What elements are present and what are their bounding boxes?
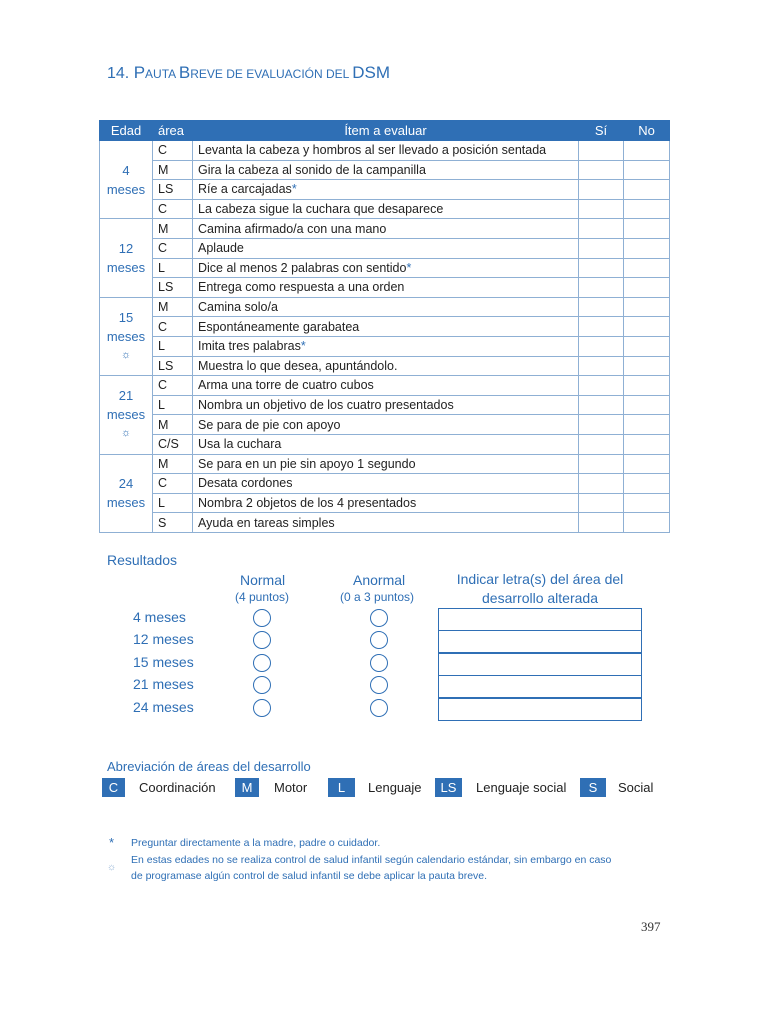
item-cell	[193, 474, 579, 494]
anormal-radio[interactable]	[370, 676, 388, 694]
no-checkbox-cell[interactable]	[624, 258, 670, 278]
page-title	[107, 63, 390, 83]
si-checkbox-cell[interactable]	[579, 493, 624, 513]
table-row	[100, 513, 670, 533]
result-age-label: 15 meses	[133, 654, 194, 670]
area-cell: M	[153, 219, 193, 239]
si-checkbox-cell[interactable]	[579, 141, 624, 161]
item-text: Entrega como respuesta a una orden	[198, 280, 405, 295]
age-unit: meses	[106, 328, 146, 344]
item-text: Camina afirmado/a con una mano	[198, 221, 387, 236]
item-text: Nombra un objetivo de los cuatro presentados	[198, 398, 454, 413]
item-cell	[193, 278, 579, 298]
item-cell	[193, 141, 579, 161]
area-cell: LS	[153, 180, 193, 200]
table-row	[100, 474, 670, 494]
area-cell: M	[153, 297, 193, 317]
table-row	[100, 336, 670, 356]
item-text: La cabeza sigue la cuchara que desaparece	[198, 202, 444, 217]
age-unit: meses	[106, 407, 146, 423]
area-cell: C	[153, 141, 193, 161]
si-checkbox-cell[interactable]	[579, 160, 624, 180]
item-text: Nombra 2 objetos de los 4 presentados	[198, 495, 417, 510]
si-checkbox-cell[interactable]	[579, 336, 624, 356]
altered-area-input[interactable]	[438, 653, 642, 676]
item-text: Gira la cabeza al sonido de la campanilla	[198, 162, 426, 177]
sun-symbol: ☼	[120, 348, 132, 361]
table-row	[100, 317, 670, 337]
result-age-label: 24 meses	[133, 699, 194, 715]
anormal-radio[interactable]	[370, 631, 388, 649]
indicate-label-1: Indicar letra(s) del área del	[456, 571, 624, 587]
item-cell	[193, 317, 579, 337]
asterisk-mark: *	[300, 339, 306, 354]
altered-area-input[interactable]	[438, 608, 642, 631]
table-header-row	[100, 121, 670, 141]
table-row	[100, 141, 670, 161]
header-item: Ítem a evaluar	[193, 121, 579, 141]
item-text: Muestra lo que desea, apuntándolo.	[198, 358, 398, 373]
title-number: 14.	[107, 65, 130, 82]
asterisk-mark: *	[406, 260, 412, 275]
footnote-star-symbol: *	[109, 835, 115, 850]
item-text: Dice al menos 2 palabras con sentido	[198, 260, 407, 275]
si-checkbox-cell[interactable]	[579, 454, 624, 474]
footnote-star-text: Preguntar directamente a la madre, padre o cuidador.	[131, 837, 381, 849]
legend-label-m: Motor	[274, 780, 308, 795]
indicate-label-2: desarrollo alterada	[482, 590, 598, 606]
si-checkbox-cell[interactable]	[579, 376, 624, 396]
result-age-label: 4 meses	[133, 609, 186, 625]
age-cell	[100, 454, 153, 532]
no-checkbox-cell[interactable]	[624, 317, 670, 337]
normal-radio[interactable]	[253, 631, 271, 649]
no-checkbox-cell[interactable]	[624, 454, 670, 474]
area-cell: LS	[153, 356, 193, 376]
table-row	[100, 454, 670, 474]
altered-area-input[interactable]	[438, 630, 642, 653]
item-cell	[193, 199, 579, 219]
sun-symbol: ☼	[120, 427, 132, 440]
item-text: Se para en un pie sin apoyo 1 segundo	[198, 456, 416, 471]
no-checkbox-cell[interactable]	[624, 395, 670, 415]
anormal-sub-label: (0 a 3 puntos)	[340, 590, 415, 604]
no-checkbox-cell[interactable]	[624, 376, 670, 396]
item-text: Imita tres palabras	[198, 339, 301, 354]
area-cell: C/S	[153, 434, 193, 454]
item-cell	[193, 180, 579, 200]
age-cell	[100, 219, 153, 297]
item-cell	[193, 160, 579, 180]
si-checkbox-cell[interactable]	[579, 180, 624, 200]
anormal-radio[interactable]	[370, 654, 388, 672]
anormal-label: Anormal	[353, 572, 406, 588]
age-number: 12	[118, 241, 134, 257]
legend-key-c: C	[102, 778, 125, 797]
legend-key-ls: LS	[435, 778, 462, 797]
si-checkbox-cell[interactable]	[579, 513, 624, 533]
table-row	[100, 180, 670, 200]
area-cell: M	[153, 160, 193, 180]
table-row	[100, 297, 670, 317]
age-number: 15	[118, 309, 134, 325]
si-checkbox-cell[interactable]	[579, 258, 624, 278]
si-checkbox-cell[interactable]	[579, 395, 624, 415]
asterisk-mark: *	[291, 182, 297, 197]
normal-radio[interactable]	[253, 676, 271, 694]
item-cell	[193, 356, 579, 376]
area-cell: C	[153, 317, 193, 337]
normal-radio[interactable]	[253, 654, 271, 672]
title-part-3: DSM	[352, 63, 391, 82]
no-checkbox-cell[interactable]	[624, 434, 670, 454]
title-part-2: REVE DE EVALUACIÓN DEL	[190, 67, 353, 81]
no-checkbox-cell[interactable]	[624, 238, 670, 258]
page-number: 397	[641, 919, 661, 934]
header-edad: Edad	[100, 121, 153, 141]
altered-area-input[interactable]	[438, 675, 642, 698]
no-checkbox-cell[interactable]	[624, 513, 670, 533]
footnote-sun-text-1: En estas edades no se realiza control de salud infantil según calendario estándar, sin embargo en caso	[131, 854, 612, 866]
normal-radio[interactable]	[253, 609, 271, 627]
header-area: área	[153, 121, 193, 141]
altered-area-input[interactable]	[438, 698, 642, 721]
item-cell	[193, 493, 579, 513]
normal-radio[interactable]	[253, 699, 271, 717]
area-cell: LS	[153, 278, 193, 298]
title-cap-1: P	[133, 63, 146, 82]
footnote-sun-text-2: de programase algún control de salud infantil se debe aplicar la pauta breve.	[131, 870, 488, 882]
si-checkbox-cell[interactable]	[579, 199, 624, 219]
si-checkbox-cell[interactable]	[579, 278, 624, 298]
age-number: 21	[118, 388, 134, 404]
age-number: 4	[122, 162, 130, 178]
no-checkbox-cell[interactable]	[624, 160, 670, 180]
item-cell	[193, 219, 579, 239]
item-cell	[193, 513, 579, 533]
item-cell	[193, 297, 579, 317]
table-row	[100, 238, 670, 258]
item-text: Arma una torre de cuatro cubos	[198, 378, 374, 393]
table-row	[100, 278, 670, 298]
table-row	[100, 219, 670, 239]
anormal-radio[interactable]	[370, 699, 388, 717]
item-text: Camina solo/a	[198, 300, 278, 315]
no-checkbox-cell[interactable]	[624, 180, 670, 200]
legend-heading: Abreviación de áreas del desarrollo	[107, 759, 311, 774]
si-checkbox-cell[interactable]	[579, 356, 624, 376]
legend-key-m: M	[235, 778, 259, 797]
legend-key-s: S	[580, 778, 606, 797]
title-cap-2: B	[178, 63, 191, 82]
no-checkbox-cell[interactable]	[624, 199, 670, 219]
results-heading: Resultados	[107, 552, 178, 568]
item-text: Se para de pie con apoyo	[198, 417, 341, 432]
normal-sub-label: (4 puntos)	[235, 590, 290, 604]
area-cell: M	[153, 415, 193, 435]
legend-label-ls: Lenguaje social	[476, 780, 567, 795]
si-checkbox-cell[interactable]	[579, 317, 624, 337]
item-text: Levanta la cabeza y hombros al ser llevado a posición sentada	[198, 143, 547, 158]
table-row	[100, 434, 670, 454]
item-cell	[193, 258, 579, 278]
table-row	[100, 493, 670, 513]
legend-key-l: L	[328, 778, 355, 797]
si-checkbox-cell[interactable]	[579, 219, 624, 239]
area-cell: C	[153, 474, 193, 494]
item-text: Aplaude	[198, 241, 244, 256]
si-checkbox-cell[interactable]	[579, 238, 624, 258]
no-checkbox-cell[interactable]	[624, 219, 670, 239]
no-checkbox-cell[interactable]	[624, 415, 670, 435]
area-cell: L	[153, 336, 193, 356]
table-row	[100, 356, 670, 376]
si-checkbox-cell[interactable]	[579, 434, 624, 454]
result-age-label: 21 meses	[133, 676, 194, 692]
age-unit: meses	[106, 260, 146, 276]
table-row	[100, 376, 670, 396]
si-checkbox-cell[interactable]	[579, 474, 624, 494]
area-cell: C	[153, 376, 193, 396]
table-row	[100, 258, 670, 278]
item-cell	[193, 238, 579, 258]
normal-label: Normal	[240, 572, 286, 588]
table-row	[100, 160, 670, 180]
area-cell: M	[153, 454, 193, 474]
footnote-sun-symbol: ☼	[107, 862, 117, 873]
item-cell	[193, 434, 579, 454]
age-unit: meses	[106, 181, 146, 197]
item-cell	[193, 454, 579, 474]
no-checkbox-cell[interactable]	[624, 356, 670, 376]
header-si: Sí	[579, 121, 624, 141]
evaluation-table	[99, 120, 670, 533]
title-part-1: AUTA	[145, 67, 179, 81]
header-no: No	[624, 121, 670, 141]
item-text: Desata cordones	[198, 476, 293, 491]
table-row	[100, 395, 670, 415]
no-checkbox-cell[interactable]	[624, 493, 670, 513]
item-text: Ríe a carcajadas	[198, 182, 292, 197]
legend-label-l: Lenguaje	[368, 780, 422, 795]
area-cell: C	[153, 238, 193, 258]
table-row	[100, 199, 670, 219]
legend-label-c: Coordinación	[139, 780, 216, 795]
si-checkbox-cell[interactable]	[579, 297, 624, 317]
anormal-radio[interactable]	[370, 609, 388, 627]
age-number: 24	[118, 476, 134, 492]
area-cell: L	[153, 258, 193, 278]
age-cell	[100, 141, 153, 219]
no-checkbox-cell[interactable]	[624, 336, 670, 356]
area-cell: L	[153, 395, 193, 415]
item-cell	[193, 395, 579, 415]
area-cell: C	[153, 199, 193, 219]
no-checkbox-cell[interactable]	[624, 141, 670, 161]
no-checkbox-cell[interactable]	[624, 278, 670, 298]
age-cell	[100, 376, 153, 454]
item-text: Ayuda en tareas simples	[198, 515, 335, 530]
legend-label-s: Social	[618, 780, 654, 795]
area-cell: S	[153, 513, 193, 533]
si-checkbox-cell[interactable]	[579, 415, 624, 435]
no-checkbox-cell[interactable]	[624, 297, 670, 317]
no-checkbox-cell[interactable]	[624, 474, 670, 494]
item-text: Espontáneamente garabatea	[198, 319, 360, 334]
item-cell	[193, 336, 579, 356]
item-cell	[193, 415, 579, 435]
age-cell	[100, 297, 153, 375]
result-age-label: 12 meses	[133, 631, 194, 647]
item-text: Usa la cuchara	[198, 437, 282, 452]
age-unit: meses	[106, 495, 146, 511]
table-row	[100, 415, 670, 435]
item-cell	[193, 376, 579, 396]
area-cell: L	[153, 493, 193, 513]
